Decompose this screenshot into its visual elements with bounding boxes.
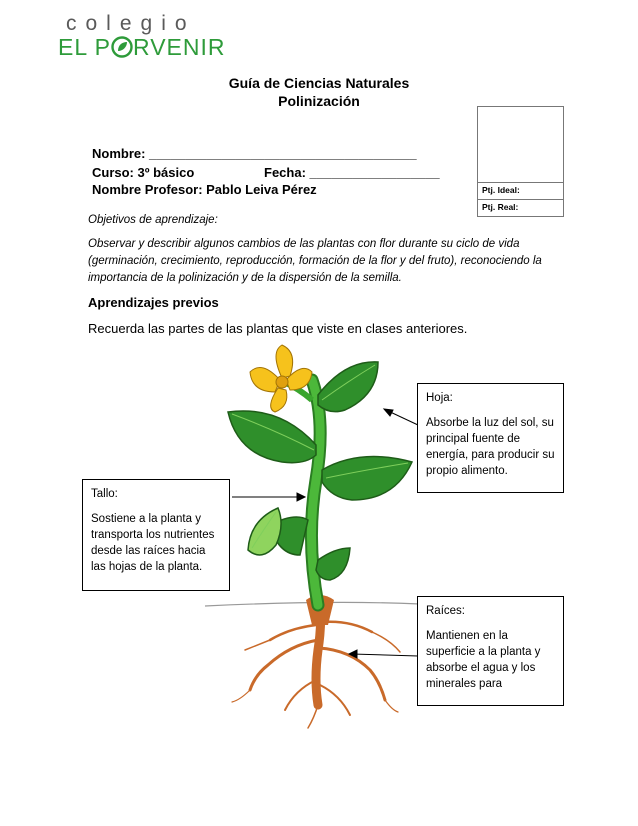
logo-el-porvenir	[58, 34, 226, 61]
callout-tallo-text: Sostiene a la planta y transporta los nutrientes desde las raíces hacia las hojas de la planta.	[91, 513, 215, 573]
field-fecha[interactable]: Fecha: __________________	[264, 165, 440, 180]
objectives-text: Observar y describir algunos cambios de las plantas con flor durante su ciclo de vida (germinación, crecimiento, reproducción, formación de la flor y del fruto), reconociendo la importancia de la polinización y de la dispersión de la semilla.	[88, 238, 542, 284]
logo-leaf-icon	[111, 36, 133, 58]
previous-instruction: Recuerda las partes de las plantas que viste en clases anteriores.	[88, 321, 468, 336]
field-profesor: Nombre Profesor: Pablo Leiva Pérez	[92, 182, 317, 197]
logo-colegio: colegio	[66, 12, 196, 35]
score-real: Ptj. Real:	[478, 199, 563, 216]
logo-text-part2: RVENIR	[133, 34, 226, 60]
score-ideal: Ptj. Ideal:	[482, 185, 520, 195]
callout-raices-text: Mantienen en la superficie a la planta y absorbe el agua y los minerales para	[426, 630, 541, 690]
callout-raices-title: Raíces:	[426, 605, 465, 617]
flower-drawing	[250, 345, 312, 412]
guide-title: Guía de Ciencias Naturales	[228, 75, 410, 91]
previous-heading: Aprendizajes previos	[88, 295, 219, 310]
callout-raices	[417, 596, 564, 706]
field-curso: Curso: 3º básico	[92, 165, 195, 180]
callout-hoja	[417, 383, 564, 493]
callout-tallo-title: Tallo:	[91, 488, 118, 500]
logo-text-part1: EL P	[58, 34, 112, 60]
callout-hoja-text: Absorbe la luz del sol, su principal fuente de energía, para producir su propio alimento.	[426, 417, 555, 477]
guide-subtitle: Polinización	[278, 93, 360, 109]
field-nombre[interactable]: Nombre: _____________________________________	[92, 146, 417, 161]
callout-tallo	[82, 479, 230, 591]
callout-hoja-title: Hoja:	[426, 392, 453, 404]
score-box	[477, 106, 564, 217]
objectives-heading: Objetivos de aprendizaje:	[88, 214, 218, 226]
score-box-blank	[478, 107, 563, 183]
